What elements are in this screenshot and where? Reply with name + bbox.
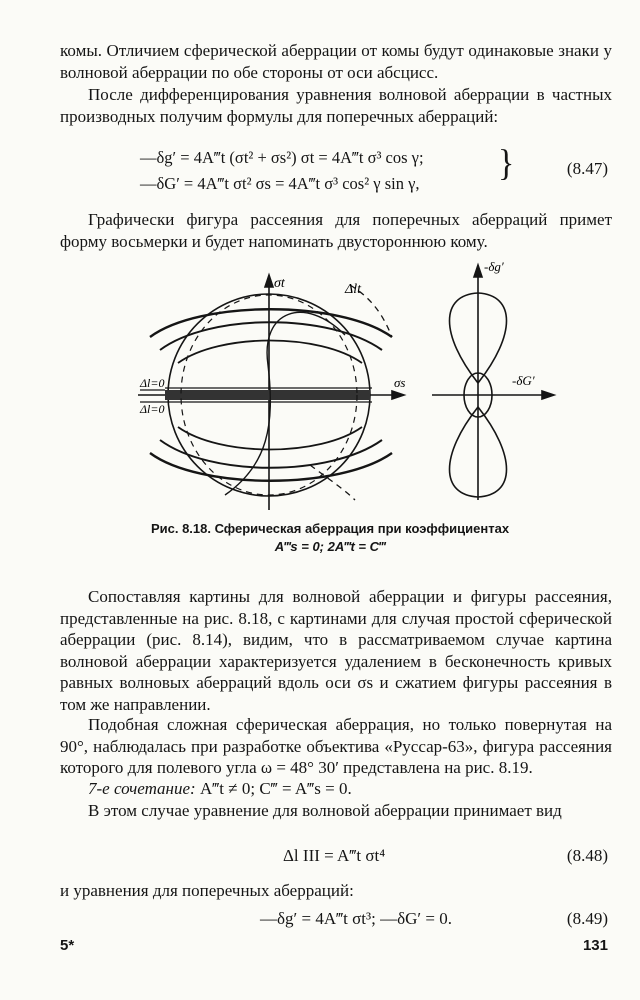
label-delta-lt: Δlt bbox=[345, 282, 361, 297]
combination-formula: A‴t ≠ 0; C‴ = A‴s = 0. bbox=[199, 779, 352, 798]
signature-mark: 5* bbox=[60, 937, 75, 954]
equation-8-49-number: (8.49) bbox=[566, 909, 608, 928]
equation-8-47-line-2: —δG′ = 4A‴t σt² σs = 4A‴t σ³ cos² γ sin γ, bbox=[140, 174, 420, 193]
paragraph-4: Сопоставляя картины для волновой аберрации и фигуры рассеяния, представленные на рис. 8.18, с картинами для случая простой сферической аберрации (рис. 8.14), видим, что в рассматриваемом случае картина волновой аберрации характеризуется удалением в бесконечность кривых равных волновых аберраций вдоль оси σs и сжатием фигуры рассеяния в том же направлении. bbox=[60, 587, 612, 714]
wave-curve-lower-2 bbox=[160, 440, 382, 468]
paragraph-3: Графически фигура рассеяния для поперечных аберраций примет форму восьмерки и будет напоминать двустороннюю кому. bbox=[60, 210, 612, 251]
paragraph-8: и уравнения для поперечных аберраций: bbox=[60, 881, 354, 900]
equation-8-48: Δl III = A‴t σt⁴ bbox=[283, 846, 386, 865]
label-minus-dG: -δG′ bbox=[512, 373, 535, 388]
equation-brace: } bbox=[498, 143, 515, 184]
equation-8-47-number: (8.47) bbox=[566, 159, 608, 178]
label-sigma-s: σs bbox=[394, 375, 406, 390]
paragraph-2: После дифференцирования уравнения волновой аберрации в частных производных получим формулы для поперечных аберраций: bbox=[60, 85, 612, 126]
wave-curve-upper-3 bbox=[178, 341, 362, 364]
figure-caption-line-1: Рис. 8.18. Сферическая аберрация при коэффициентах bbox=[150, 521, 510, 536]
equation-8-48-number: (8.48) bbox=[566, 846, 608, 865]
wave-curve-lower-1 bbox=[178, 427, 362, 450]
figure-8-18 bbox=[0, 255, 640, 515]
paragraph-7: В этом случае уравнение для волновой аберрации принимает вид bbox=[88, 801, 562, 820]
paragraph-6 bbox=[60, 778, 612, 800]
label-minus-dg: -δg′ bbox=[484, 259, 504, 274]
equation-8-49: —δg′ = 4A‴t σt³; —δG′ = 0. bbox=[260, 909, 452, 928]
label-dl-zero-1: Δl=0 bbox=[140, 376, 165, 390]
zero-aberration-band bbox=[165, 390, 370, 400]
paragraph-1: комы. Отличием сферической аберрации от комы будут одинаковые знаки у волновой аберрации по обе стороны от оси абсцисс. bbox=[60, 41, 612, 82]
figure-caption-line-2: A‴s = 0; 2A‴t = C‴ bbox=[274, 539, 386, 554]
equation-8-47-line-1: —δg′ = 4A‴t (σt² + σs²) σt = 4A‴t σ³ cos γ; bbox=[140, 148, 424, 167]
label-dl-zero-2: Δl=0 bbox=[140, 402, 165, 416]
page-number: 131 bbox=[582, 937, 608, 954]
paragraph-5: Подобная сложная сферическая аберрация, но только повернутая на 90°, наблюдалась при разработке объектива «Руссар-63», фигура рассеяния которого для полевого угла ω = 48° 30′ представлена на рис. 8.19. bbox=[60, 715, 612, 777]
combination-label: 7-е сочетание: bbox=[88, 779, 196, 798]
label-sigma-t: σt bbox=[274, 276, 285, 291]
wave-curve-upper-2 bbox=[160, 322, 382, 350]
